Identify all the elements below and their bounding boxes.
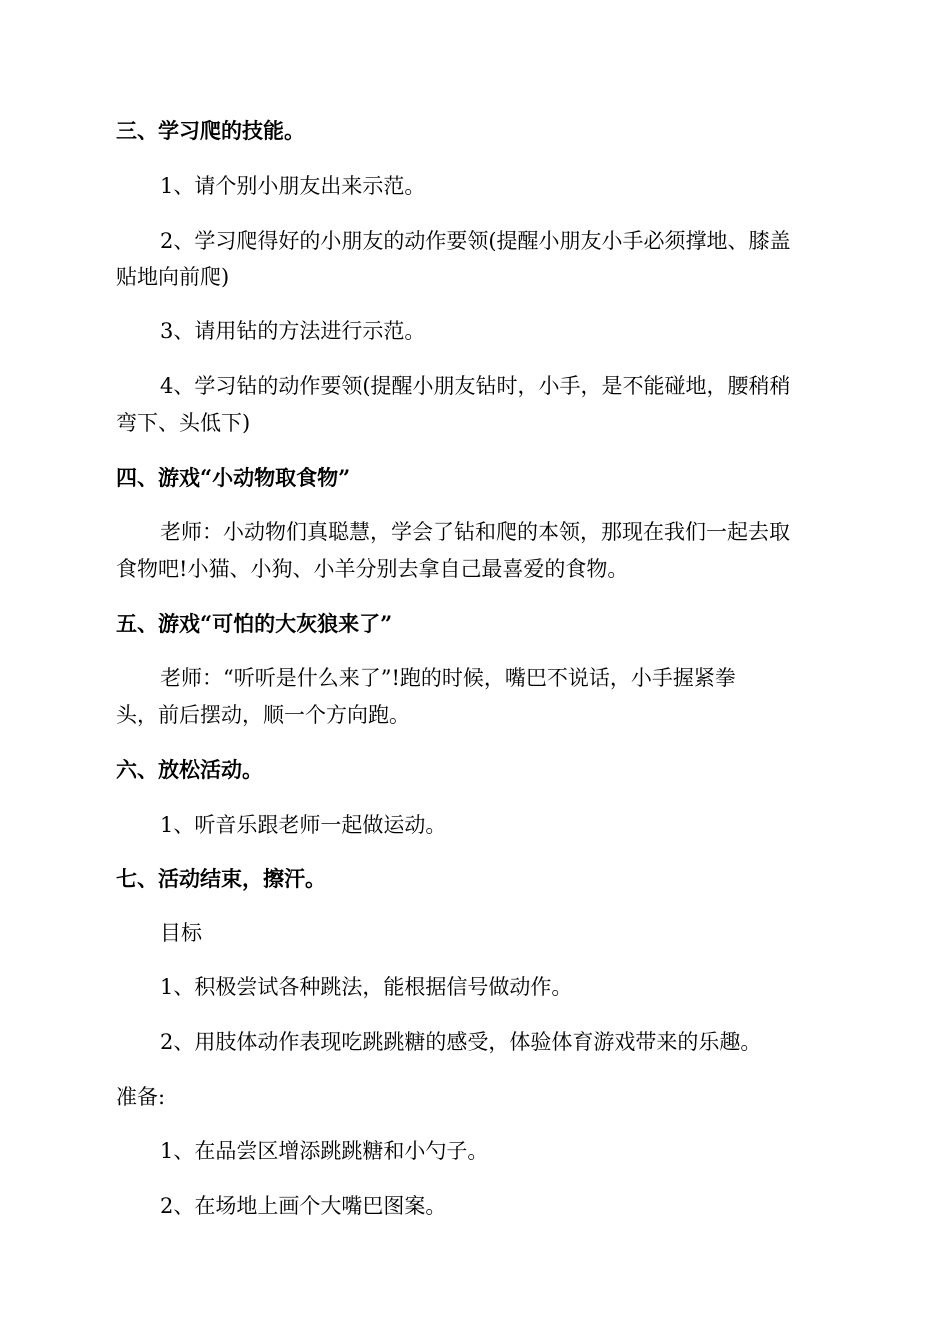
paragraph: 2、学习爬得好的小朋友的动作要领(提醒小朋友小手必须撑地、膝盖 xyxy=(160,229,791,253)
paragraph-continuation: 食物吧!小猫、小狗、小羊分别去拿自己最喜爱的食物。 xyxy=(116,557,629,581)
paragraph: 老师：“听听是什么来了”!跑的时候，嘴巴不说话，小手握紧拳 xyxy=(160,666,736,690)
section-heading-6: 六、放松活动。 xyxy=(116,757,263,782)
prep-label: 准备: xyxy=(116,1085,166,1109)
paragraph: 4、学习钻的动作要领(提醒小朋友钻时，小手，是不能碰地，腰稍稍 xyxy=(160,374,791,398)
goal-item: 2、用肢体动作表现吃跳跳糖的感受，体验体育游戏带来的乐趣。 xyxy=(160,1030,762,1054)
section-heading-4: 四、游戏“小动物取食物” xyxy=(116,465,351,490)
goal-label: 目标 xyxy=(160,921,202,945)
paragraph: 老师：小动物们真聪慧，学会了钻和爬的本领，那现在我们一起去取 xyxy=(160,520,790,544)
prep-item: 2、在场地上画个大嘴巴图案。 xyxy=(160,1194,447,1218)
prep-item: 1、在品尝区增添跳跳糖和小勺子。 xyxy=(160,1139,489,1163)
paragraph: 3、请用钻的方法进行示范。 xyxy=(160,319,426,343)
section-heading-5: 五、游戏“可怕的大灰狼来了” xyxy=(116,611,393,636)
paragraph-continuation: 贴地向前爬) xyxy=(116,265,230,289)
paragraph: 1、请个别小朋友出来示范。 xyxy=(160,174,426,198)
goal-item: 1、积极尝试各种跳法，能根据信号做动作。 xyxy=(160,975,573,999)
section-heading-7: 七、活动结束，擦汗。 xyxy=(116,866,326,891)
paragraph-continuation: 头，前后摆动，顺一个方向跑。 xyxy=(116,703,410,727)
paragraph: 1、听音乐跟老师一起做运动。 xyxy=(160,813,447,837)
section-heading-3: 三、学习爬的技能。 xyxy=(116,118,305,143)
paragraph-continuation: 弯下、头低下) xyxy=(116,411,251,435)
